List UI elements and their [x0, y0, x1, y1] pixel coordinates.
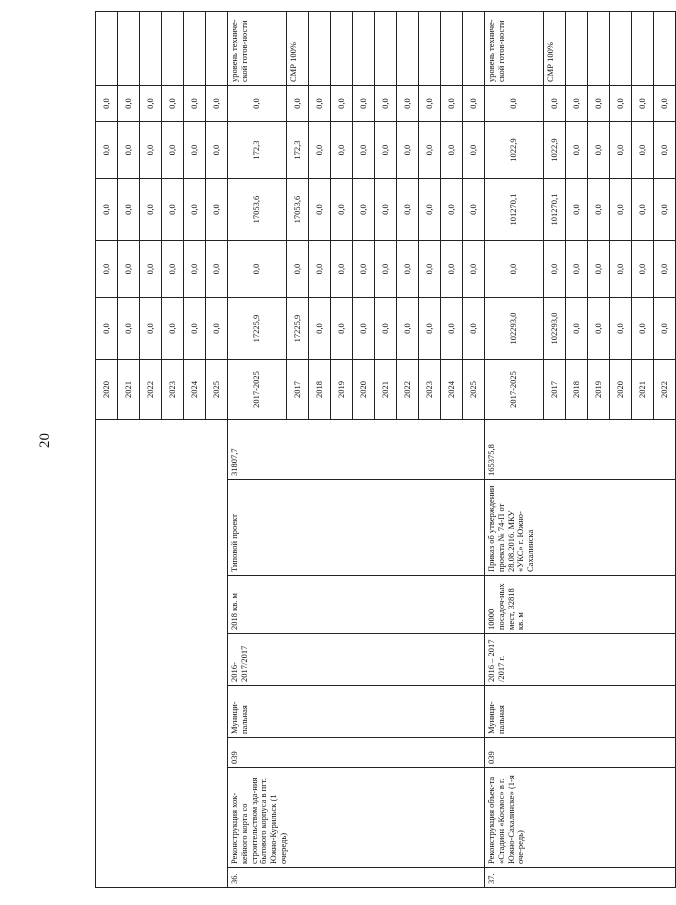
note-cell [441, 12, 463, 86]
value-cell: 0,0 [544, 86, 566, 122]
year-cell: 2025 [463, 360, 485, 420]
value-cell: 0,0 [118, 86, 140, 122]
value-cell: 0,0 [632, 122, 654, 179]
value-cell: 0,0 [140, 298, 162, 360]
year-cell: 2017-2025 [228, 360, 287, 420]
value-cell: 0,0 [309, 298, 331, 360]
value-cell: 0,0 [375, 298, 397, 360]
value-cell: 0,0 [353, 179, 375, 241]
note-cell [140, 12, 162, 86]
year-cell: 2017-2025 [485, 360, 544, 420]
note-cell: СМР 100% [287, 12, 309, 86]
ownership-cell: Муници-пальная [228, 686, 485, 738]
value-cell: 0,0 [397, 298, 419, 360]
note-cell [96, 12, 118, 86]
period-cell: 2016 – 2017 /2017 г. [485, 634, 676, 686]
value-cell: 0,0 [375, 179, 397, 241]
value-cell: 0,0 [331, 179, 353, 241]
value-cell: 0,0 [140, 86, 162, 122]
value-cell: 17225,9 [287, 298, 309, 360]
note-cell [331, 12, 353, 86]
note-cell [206, 12, 228, 86]
value-cell: 0,0 [118, 122, 140, 179]
year-cell: 2019 [588, 360, 610, 420]
value-cell: 0,0 [632, 241, 654, 298]
note-cell [118, 12, 140, 86]
value-cell: 0,0 [588, 298, 610, 360]
value-cell: 0,0 [397, 122, 419, 179]
value-cell: 0,0 [419, 298, 441, 360]
project-number-cell: 37. [485, 868, 676, 888]
year-cell: 2022 [140, 360, 162, 420]
value-cell: 172,3 [287, 122, 309, 179]
project-number-cell: 36. [228, 868, 485, 888]
year-cell: 2021 [375, 360, 397, 420]
year-cell: 2019 [331, 360, 353, 420]
year-cell: 2018 [566, 360, 588, 420]
value-cell: 0,0 [331, 241, 353, 298]
value-cell: 0,0 [184, 86, 206, 122]
value-cell: 0,0 [184, 298, 206, 360]
value-cell: 0,0 [441, 241, 463, 298]
value-cell: 0,0 [485, 241, 544, 298]
value-cell: 0,0 [463, 122, 485, 179]
code-cell: 039 [485, 738, 676, 768]
value-cell: 0,0 [441, 179, 463, 241]
note-cell [566, 12, 588, 86]
value-cell: 0,0 [654, 298, 676, 360]
basis-cell: Приказ об утверждении проекта № 74-П от 28.08.2016. МКУ «УКС» г. Южно-Сахалинска [485, 480, 676, 576]
year-cell: 2020 [610, 360, 632, 420]
year-cell: 2021 [632, 360, 654, 420]
value-cell: 0,0 [610, 122, 632, 179]
value-cell: 0,0 [654, 179, 676, 241]
value-cell: 0,0 [309, 179, 331, 241]
value-cell: 0,0 [441, 86, 463, 122]
value-cell: 0,0 [588, 122, 610, 179]
value-cell: 0,0 [441, 298, 463, 360]
year-cell: 2017 [544, 360, 566, 420]
note-cell [610, 12, 632, 86]
note-cell: уровень техниче-ской готов-ности [485, 12, 544, 86]
value-cell: 172,3 [228, 122, 287, 179]
value-cell: 17053,6 [287, 179, 309, 241]
value-cell: 0,0 [162, 179, 184, 241]
year-cell: 2025 [206, 360, 228, 420]
value-cell: 0,0 [588, 179, 610, 241]
value-cell: 0,0 [485, 86, 544, 122]
value-cell: 0,0 [419, 241, 441, 298]
value-cell: 0,0 [96, 86, 118, 122]
note-cell [419, 12, 441, 86]
table-row [228, 12, 287, 888]
year-cell: 2018 [309, 360, 331, 420]
value-cell: 0,0 [654, 241, 676, 298]
value-cell: 0,0 [309, 122, 331, 179]
period-cell: 2016-2017/2017 [228, 634, 485, 686]
value-cell: 0,0 [566, 86, 588, 122]
value-cell: 0,0 [140, 122, 162, 179]
value-cell: 0,0 [463, 86, 485, 122]
value-cell: 0,0 [375, 241, 397, 298]
value-cell: 0,0 [353, 122, 375, 179]
value-cell: 0,0 [566, 241, 588, 298]
note-cell [309, 12, 331, 86]
value-cell: 0,0 [287, 241, 309, 298]
value-cell: 1022,9 [544, 122, 566, 179]
value-cell: 0,0 [632, 179, 654, 241]
year-cell: 2020 [96, 360, 118, 420]
value-cell: 101270,1 [485, 179, 544, 241]
value-cell: 0,0 [353, 298, 375, 360]
value-cell: 0,0 [566, 179, 588, 241]
value-cell: 0,0 [610, 298, 632, 360]
year-cell: 2021 [118, 360, 140, 420]
value-cell: 0,0 [375, 122, 397, 179]
note-cell [375, 12, 397, 86]
value-cell: 0,0 [184, 179, 206, 241]
value-cell: 0,0 [544, 241, 566, 298]
value-cell: 0,0 [397, 179, 419, 241]
year-cell: 2022 [397, 360, 419, 420]
note-cell: уровень техниче-ской готов-ности [228, 12, 287, 86]
continued-cell [96, 420, 228, 888]
value-cell: 0,0 [118, 241, 140, 298]
value-cell: 17053,6 [228, 179, 287, 241]
value-cell: 0,0 [331, 86, 353, 122]
value-cell: 0,0 [162, 86, 184, 122]
value-cell: 0,0 [654, 86, 676, 122]
value-cell: 102293,0 [544, 298, 566, 360]
value-cell: 0,0 [287, 86, 309, 122]
value-cell: 0,0 [184, 241, 206, 298]
value-cell: 0,0 [397, 86, 419, 122]
value-cell: 0,0 [654, 122, 676, 179]
value-cell: 0,0 [632, 298, 654, 360]
value-cell: 0,0 [566, 122, 588, 179]
value-cell: 0,0 [184, 122, 206, 179]
value-cell: 0,0 [463, 241, 485, 298]
value-cell: 0,0 [610, 179, 632, 241]
year-cell: 2024 [441, 360, 463, 420]
project-name-cell: Реконструкция хок-кейного корта со строительством зда-ния бытового корпуса в пгт. Южно-Курильск (1 очередь) [228, 768, 485, 868]
value-cell: 0,0 [206, 122, 228, 179]
ownership-cell: Муници-пальная [485, 686, 676, 738]
value-cell: 0,0 [588, 241, 610, 298]
value-cell: 0,0 [206, 179, 228, 241]
note-cell [162, 12, 184, 86]
value-cell: 0,0 [588, 86, 610, 122]
value-cell: 0,0 [419, 86, 441, 122]
estimate-cell: 31807,7 [228, 420, 485, 480]
value-cell: 0,0 [228, 241, 287, 298]
value-cell: 0,0 [162, 122, 184, 179]
value-cell: 0,0 [206, 86, 228, 122]
value-cell: 101270,1 [544, 179, 566, 241]
year-cell: 2020 [353, 360, 375, 420]
table-container [95, 12, 669, 888]
value-cell: 0,0 [206, 241, 228, 298]
value-cell: 0,0 [419, 122, 441, 179]
value-cell: 0,0 [353, 86, 375, 122]
value-cell: 0,0 [140, 179, 162, 241]
value-cell: 0,0 [441, 122, 463, 179]
page-number: 20 [37, 433, 53, 448]
value-cell: 0,0 [419, 179, 441, 241]
basis-cell: Типовой проект [228, 480, 485, 576]
value-cell: 1022,9 [485, 122, 544, 179]
value-cell: 0,0 [96, 298, 118, 360]
estimate-cell: 165375,8 [485, 420, 676, 480]
value-cell: 0,0 [331, 122, 353, 179]
note-cell [397, 12, 419, 86]
capacity-cell: 10000 посадоч-ных мест, 32818 кв. м [485, 576, 676, 634]
code-cell: 039 [228, 738, 485, 768]
value-cell: 0,0 [566, 298, 588, 360]
value-cell: 0,0 [206, 298, 228, 360]
table-row [485, 12, 544, 888]
investment-program-table [95, 11, 676, 888]
value-cell: 0,0 [96, 179, 118, 241]
note-cell [353, 12, 375, 86]
value-cell: 0,0 [96, 122, 118, 179]
value-cell: 0,0 [162, 241, 184, 298]
value-cell: 17225,9 [228, 298, 287, 360]
note-cell [588, 12, 610, 86]
value-cell: 0,0 [353, 241, 375, 298]
value-cell: 0,0 [331, 298, 353, 360]
value-cell: 0,0 [463, 298, 485, 360]
value-cell: 0,0 [140, 241, 162, 298]
value-cell: 0,0 [309, 86, 331, 122]
year-cell: 2024 [184, 360, 206, 420]
year-cell: 2022 [654, 360, 676, 420]
value-cell: 0,0 [96, 241, 118, 298]
table-row [96, 12, 118, 888]
value-cell: 102293,0 [485, 298, 544, 360]
value-cell: 0,0 [632, 86, 654, 122]
value-cell: 0,0 [610, 241, 632, 298]
value-cell: 0,0 [375, 86, 397, 122]
capacity-cell: 2018 кв. м [228, 576, 485, 634]
note-cell [184, 12, 206, 86]
note-cell [632, 12, 654, 86]
note-cell: СМР 100% [544, 12, 566, 86]
value-cell: 0,0 [397, 241, 419, 298]
value-cell: 0,0 [228, 86, 287, 122]
note-cell [463, 12, 485, 86]
year-cell: 2017 [287, 360, 309, 420]
value-cell: 0,0 [463, 179, 485, 241]
year-cell: 2023 [419, 360, 441, 420]
value-cell: 0,0 [162, 298, 184, 360]
value-cell: 0,0 [610, 86, 632, 122]
value-cell: 0,0 [118, 179, 140, 241]
project-name-cell: Реконструкция объек-та «Стадион «Космос» в г. Южно-Сахалинске» (1-я оче-редь) [485, 768, 676, 868]
value-cell: 0,0 [309, 241, 331, 298]
year-cell: 2023 [162, 360, 184, 420]
value-cell: 0,0 [118, 298, 140, 360]
note-cell [654, 12, 676, 86]
